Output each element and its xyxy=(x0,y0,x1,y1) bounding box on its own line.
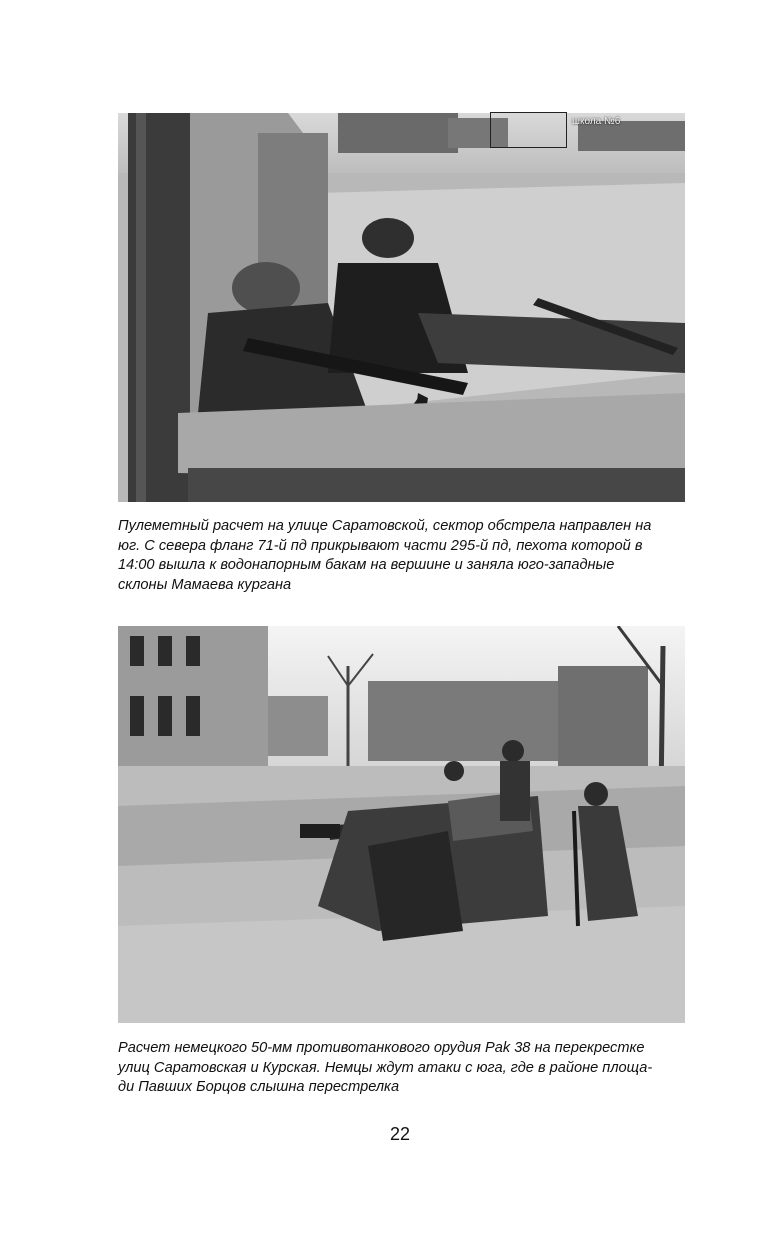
caption-line: ди Павших Борцов слышна перестрелка xyxy=(118,1079,400,1095)
machine-gun-crew-photo xyxy=(118,113,685,502)
photo-caption-1 xyxy=(118,517,690,595)
photo-caption-2 xyxy=(118,1039,690,1098)
caption-line: Расчет немецкого 50-мм противотанкового орудия Pak 38 на перекрестке xyxy=(118,1040,645,1056)
page-number: 22 xyxy=(389,1124,411,1144)
stamp-label: школа №6 xyxy=(572,116,621,127)
caption-line: улиц Саратовская и Курская. Немцы ждут атаки с юга, где в районе площа- xyxy=(118,1059,653,1076)
anti-tank-gun-crew-photo xyxy=(118,626,685,1023)
stamp-box xyxy=(490,112,567,148)
caption-line: Пулеметный расчет на улице Саратовской, сектор обстрела направлен на xyxy=(118,518,652,534)
caption-line: юг. С севера фланг 71-й пд прикрывают части 295-й пд, пехота которой в xyxy=(118,537,643,554)
caption-line: склоны Мамаева кургана xyxy=(118,576,292,593)
caption-line: 14:00 вышла к водонапорным бакам на вершине и заняла юго-западные xyxy=(118,557,615,573)
